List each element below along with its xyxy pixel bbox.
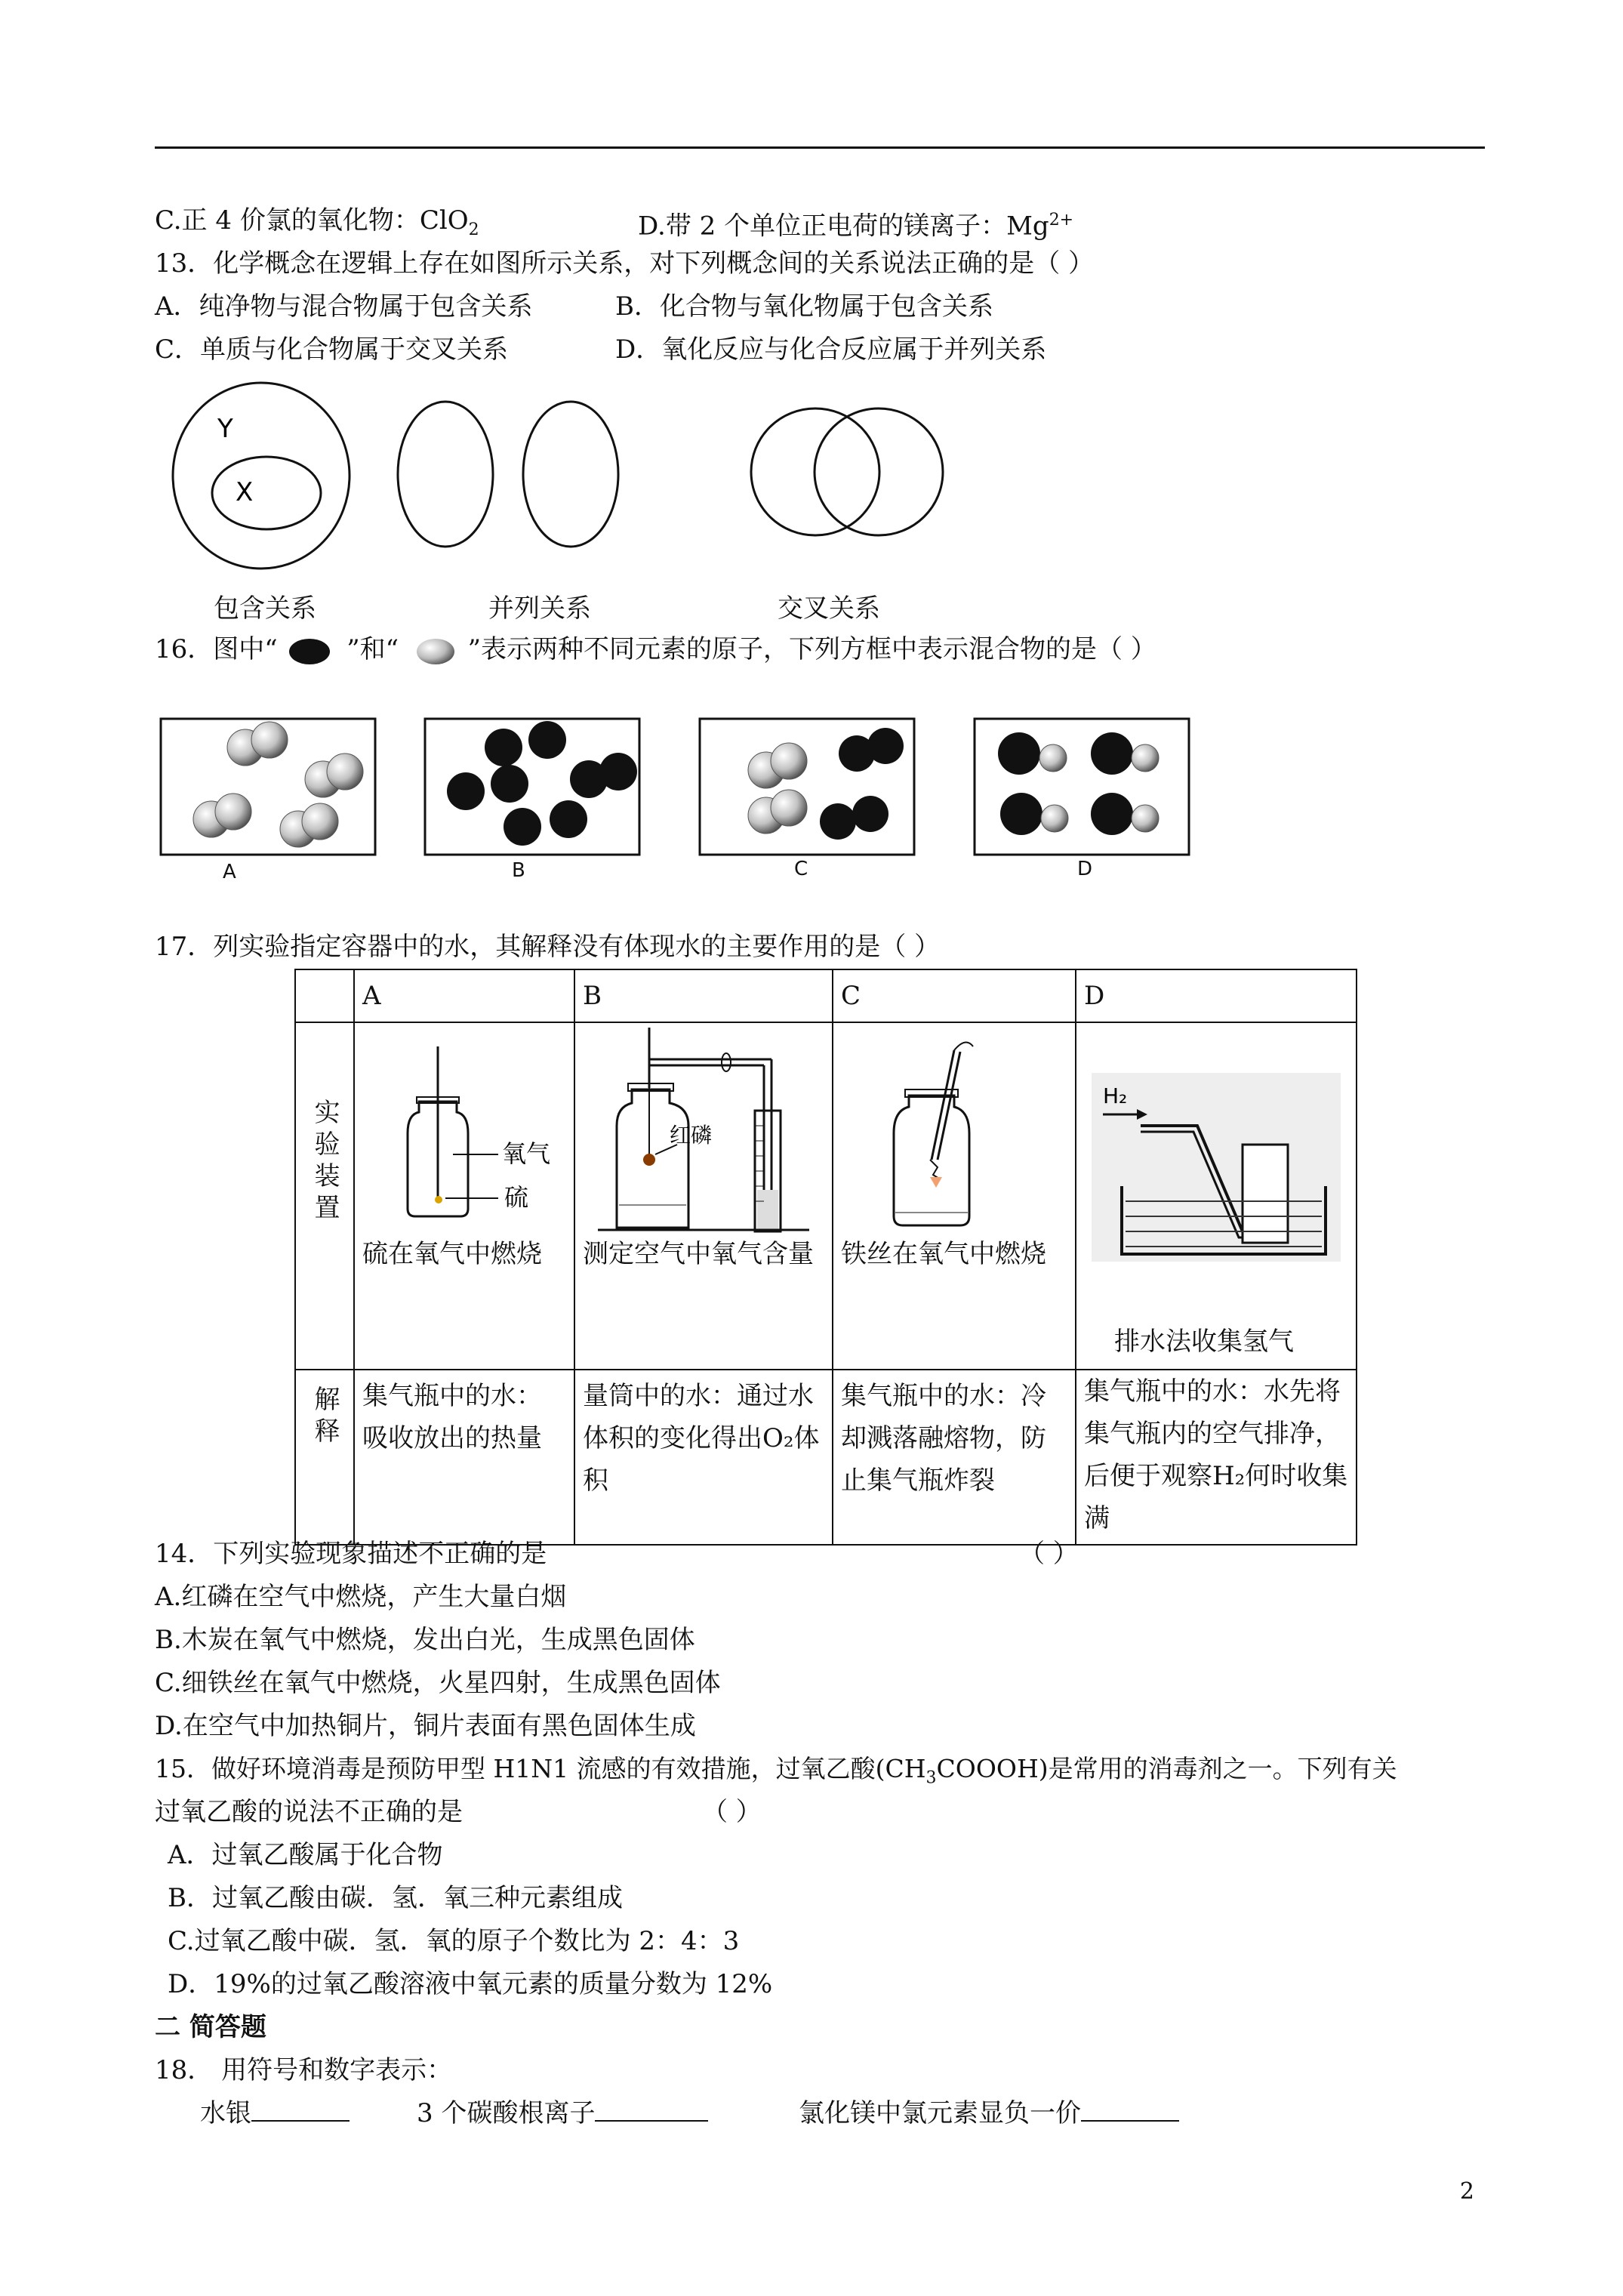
box-label-c: C bbox=[794, 858, 808, 880]
q18-item-chlorine: 氯化镁中氯元素显负一价 bbox=[799, 2097, 1179, 2130]
hydrogen-collection-drawing bbox=[1084, 1073, 1348, 1269]
q15-option-a: A．过氧乙酸属于化合物 bbox=[168, 1840, 443, 1870]
q14-option-a: A.红磷在空气中燃烧，产生大量白烟 bbox=[155, 1582, 567, 1612]
header-blank bbox=[295, 969, 354, 1022]
answer-blank-2[interactable] bbox=[595, 2097, 708, 2122]
explanation-b: 量筒中的水：通过水体积的变化得出O₂体积 bbox=[574, 1370, 833, 1545]
q14-option-d: D.在空气中加热铜片，铜片表面有黑色固体生成 bbox=[155, 1711, 696, 1741]
q13-option-a: A．纯净物与混合物属于包含关系 bbox=[155, 291, 533, 322]
device-c bbox=[833, 1022, 1076, 1370]
section-title: 二 简答题 bbox=[155, 2012, 266, 2042]
box-b bbox=[425, 719, 639, 855]
answer-blank-3[interactable] bbox=[1081, 2097, 1179, 2122]
page-number: 2 bbox=[1459, 2178, 1474, 2205]
q15-stem-line1: 15．做好环境消毒是预防甲型 H1N1 流感的有效措施，过氧乙酸$(CH_3COOOH)$是常用的消毒剂之一。下列有关 bbox=[155, 1754, 1397, 1788]
parallel-set-1 bbox=[398, 402, 493, 547]
box-label-b: B bbox=[512, 859, 525, 882]
table-row-explanations bbox=[295, 1370, 1357, 1545]
q14-option-b: B.木炭在氧气中燃烧，发出白光，生成黑色固体 bbox=[155, 1625, 695, 1655]
answer-blank-1[interactable] bbox=[251, 2097, 350, 2122]
contain-diagram bbox=[173, 383, 350, 569]
q18-item-carbonate: 3 个碳酸根离子 bbox=[417, 2097, 708, 2130]
device-a bbox=[354, 1022, 574, 1370]
caption-a: 硫在氧气中燃烧 bbox=[362, 1239, 542, 1269]
q18-item-mercury: 水银 bbox=[200, 2097, 350, 2130]
q13-option-b: B．化合物与氧化物属于包含关系 bbox=[615, 291, 993, 322]
header-d: D bbox=[1076, 969, 1357, 1022]
box-a bbox=[161, 719, 375, 855]
q18-stem: 18． 用符号和数字表示： bbox=[155, 2055, 453, 2085]
box-d bbox=[975, 719, 1189, 855]
caption-b: 测定空气中氧气含量 bbox=[583, 1239, 814, 1269]
caption-c: 铁丝在氧气中燃烧 bbox=[841, 1239, 1046, 1269]
dark-atom-icon bbox=[285, 635, 338, 665]
cross-diagram bbox=[751, 408, 943, 535]
q12-option-d: D.带 2 个单位正电荷的镁离子：$Mg^{2+}$ bbox=[638, 211, 1074, 242]
caption-cross: 交叉关系 bbox=[778, 593, 880, 624]
molecule-boxes bbox=[155, 710, 1212, 891]
label-oxygen: 氧气 bbox=[502, 1139, 551, 1168]
device-b bbox=[574, 1022, 833, 1370]
relation-diagrams bbox=[166, 381, 959, 578]
table-row-devices bbox=[295, 1022, 1357, 1370]
row-label-explanation: 解释 bbox=[310, 1385, 340, 1449]
q15-stem-line2: 过氧乙酸的说法不正确的是 bbox=[155, 1797, 463, 1827]
header-rule bbox=[155, 146, 1485, 149]
label-red-phosphorus: 红磷 bbox=[670, 1123, 713, 1148]
label-sulfur: 硫 bbox=[504, 1183, 529, 1212]
q17-stem: 17．列实验指定容器中的水，其解释没有体现水的主要作用的是（ ） bbox=[155, 932, 941, 962]
caption-parallel: 并列关系 bbox=[488, 593, 591, 624]
label-h2: H₂ bbox=[1103, 1083, 1128, 1108]
explanation-a: 集气瓶中的水：吸收放出的热量 bbox=[354, 1370, 574, 1545]
q16-stem: 16．图中“ ”和“ ”表示两种不同元素的原子，下列方框中表示混合物的是（ ） bbox=[155, 634, 1156, 664]
light-atom-icon bbox=[407, 635, 460, 665]
iron-wire-bottle-drawing bbox=[841, 1028, 1067, 1239]
label-x: X bbox=[236, 477, 254, 507]
box-label-d: D bbox=[1077, 858, 1093, 880]
row-label-device: 实验装置 bbox=[310, 1099, 340, 1225]
caption-contain: 包含关系 bbox=[214, 593, 316, 624]
inner-set-x bbox=[212, 457, 321, 529]
q14-option-c: C.细铁丝在氧气中燃烧，火星四射，生成黑色固体 bbox=[155, 1668, 721, 1698]
caption-d: 排水法收集氢气 bbox=[1114, 1327, 1294, 1357]
q13-option-c: C．单质与化合物属于交叉关系 bbox=[155, 334, 509, 365]
q15-option-c: C.过氧乙酸中碳．氢．氧的原子个数比为 2：4：3 bbox=[168, 1926, 740, 1956]
explanation-c: 集气瓶中的水：冷却溅落融熔物，防止集气瓶炸裂 bbox=[833, 1370, 1076, 1545]
q13-option-d: D．氧化反应与化合反应属于并列关系 bbox=[615, 334, 1047, 365]
header-b: B bbox=[574, 969, 833, 1022]
explanation-d: 集气瓶中的水：水先将集气瓶内的空气排净，后便于观察H₂何时收集满 bbox=[1076, 1370, 1357, 1545]
experiment-table bbox=[294, 969, 1357, 1546]
header-a: A bbox=[354, 969, 574, 1022]
q13-stem: 13．化学概念在逻辑上存在如图所示关系，对下列概念间的关系说法正确的是（ ） bbox=[155, 248, 1095, 279]
phosphorus-apparatus-drawing bbox=[583, 1028, 824, 1239]
parallel-diagram bbox=[398, 402, 618, 547]
label-y: Y bbox=[217, 414, 233, 444]
table-header-row bbox=[295, 969, 1357, 1022]
q14-stem: 14．下列实验现象描述不正确的是 bbox=[155, 1539, 547, 1569]
sulfur-bottle-drawing bbox=[362, 1028, 566, 1231]
box-c bbox=[700, 719, 914, 855]
q15-answer-paren: （ ） bbox=[702, 1797, 762, 1827]
device-d bbox=[1076, 1022, 1357, 1370]
parallel-set-2 bbox=[523, 402, 618, 547]
q15-option-d: D．19%的过氧乙酸溶液中氧元素的质量分数为 12% bbox=[168, 1969, 773, 1999]
box-label-a: A bbox=[223, 861, 236, 883]
header-c: C bbox=[833, 969, 1076, 1022]
q14-answer-paren: （ ） bbox=[1019, 1539, 1079, 1569]
q15-option-b: B．过氧乙酸由碳．氢．氧三种元素组成 bbox=[168, 1883, 623, 1913]
outer-set-y bbox=[173, 383, 350, 569]
q12-option-c: C.正 4 价氯的氧化物：ClO$_2$ bbox=[155, 205, 479, 239]
